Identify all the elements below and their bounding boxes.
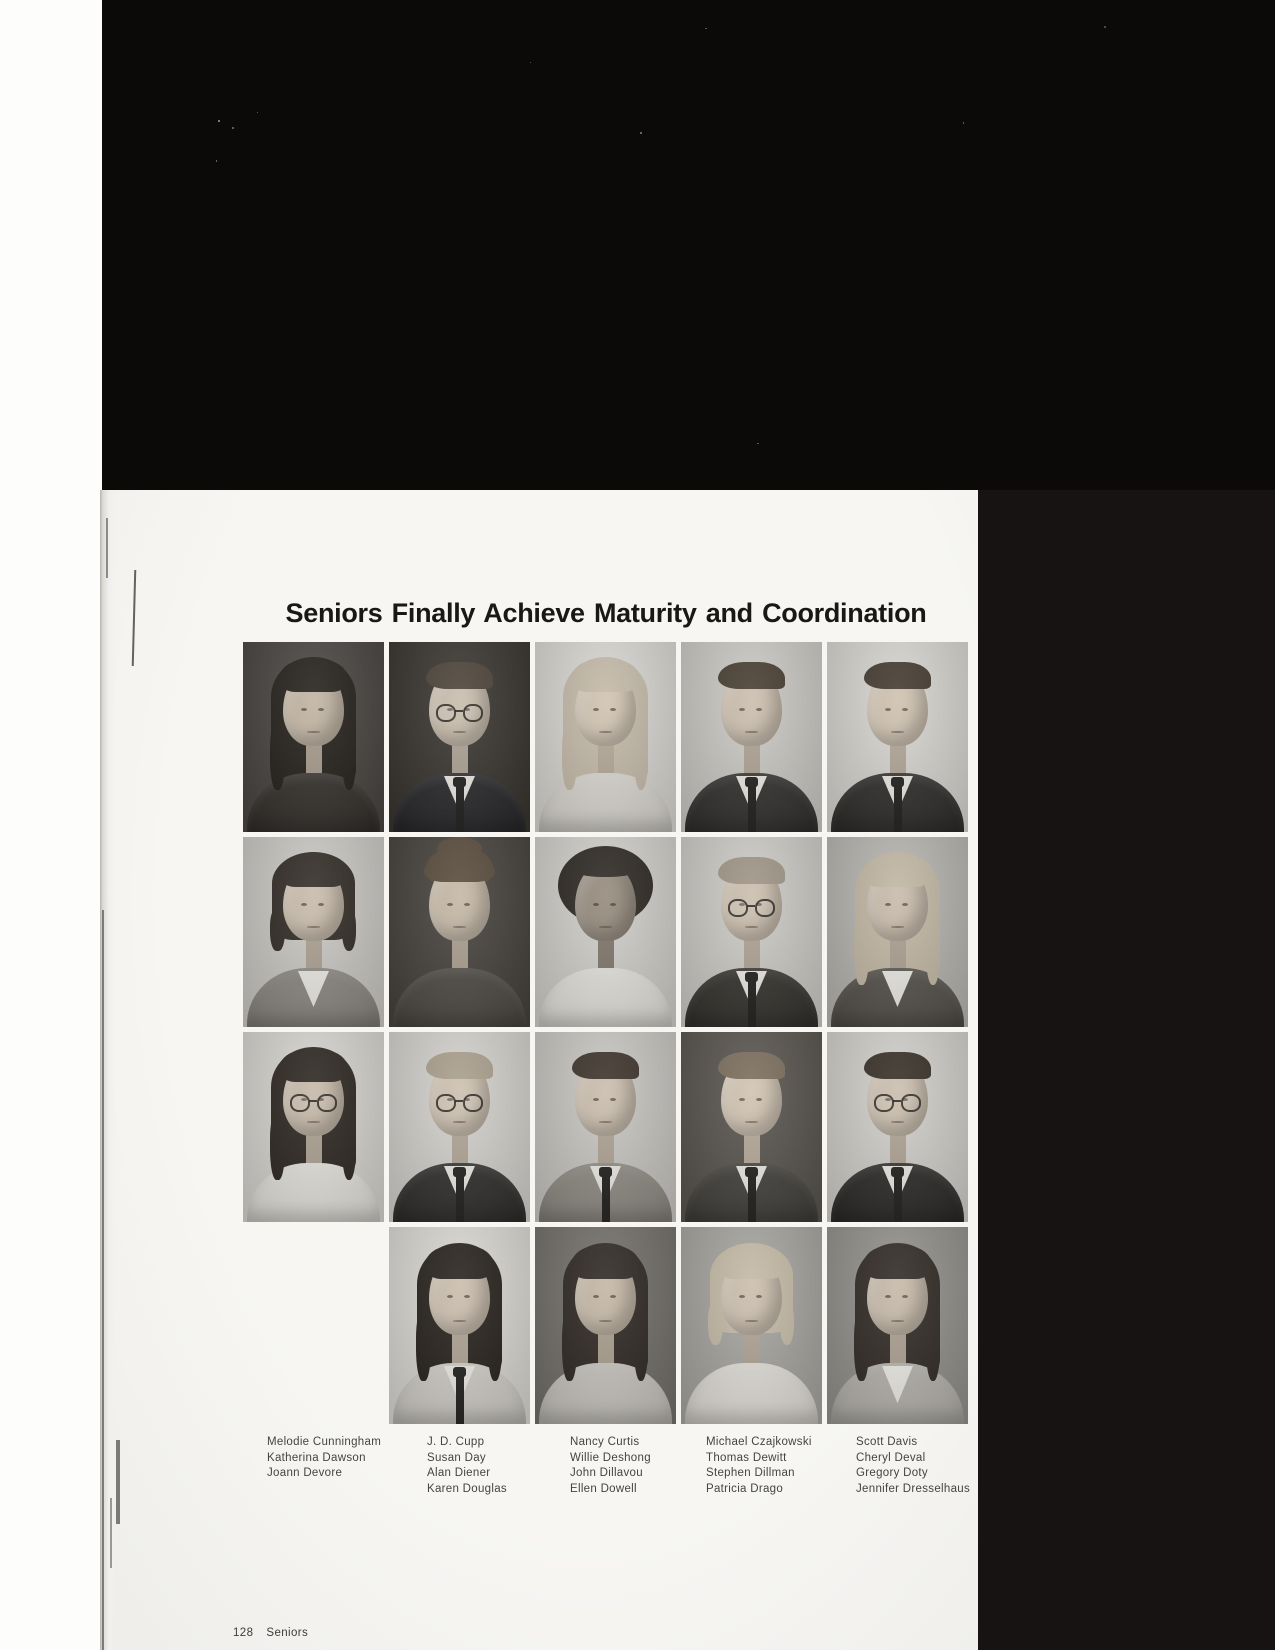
student-name: Gregory Doty [856, 1467, 928, 1479]
dust-speck [232, 127, 234, 129]
portrait-photo [535, 837, 676, 1027]
section-label: Seniors [266, 1627, 309, 1639]
student-name: J. D. Cupp [427, 1436, 485, 1448]
portrait-photo [827, 1032, 968, 1222]
dust-speck [705, 28, 707, 29]
dust-speck [640, 132, 642, 134]
dust-speck [216, 160, 217, 162]
name-list [100, 1435, 978, 1515]
photo-row [243, 642, 969, 832]
page-title: Seniors Finally Achieve Maturity and Coordination [285, 598, 927, 629]
photo-row [243, 837, 969, 1027]
student-name: Joann Devore [267, 1467, 343, 1479]
portrait-photo [389, 837, 530, 1027]
name-column [267, 1435, 427, 1482]
student-name: Alan Diener [427, 1467, 491, 1479]
dust-speck [963, 122, 964, 124]
portrait-photo [827, 837, 968, 1027]
dust-speck [757, 443, 759, 444]
portrait-photo [681, 642, 822, 832]
dust-speck [1104, 26, 1106, 28]
name-column [706, 1435, 866, 1497]
portrait-photo [681, 837, 822, 1027]
student-name: Karen Douglas [427, 1482, 507, 1495]
portrait-photo [827, 642, 968, 832]
student-name: Susan Day [427, 1451, 486, 1464]
page-number: 128 [233, 1627, 254, 1639]
portrait-photo [243, 837, 384, 1027]
name-column [427, 1435, 587, 1497]
dust-speck [257, 112, 258, 113]
photo-row [389, 1227, 969, 1424]
photo-row [243, 1032, 969, 1222]
name-column [856, 1435, 1016, 1497]
scan-background-top [102, 0, 1275, 490]
portrait-photo [535, 642, 676, 832]
portrait-photo [681, 1227, 822, 1424]
student-name: Willie Deshong [570, 1451, 651, 1464]
page-crease-line [132, 570, 137, 666]
portrait-photo [827, 1227, 968, 1424]
student-name: Jennifer Dresselhaus [856, 1482, 971, 1495]
portrait-photo [389, 642, 530, 832]
student-name: Nancy Curtis [570, 1436, 640, 1448]
yearbook-page [100, 490, 978, 1650]
portrait-photo [535, 1032, 676, 1222]
page-stack-edge [106, 518, 108, 578]
portrait-photo [243, 642, 384, 832]
student-name: Melodie Cunningham [267, 1436, 382, 1448]
portrait-photo [389, 1032, 530, 1222]
student-name: Katherina Dawson [267, 1451, 366, 1464]
portrait-photo [243, 1032, 384, 1222]
portrait-photo [535, 1227, 676, 1424]
student-name: Patricia Drago [706, 1482, 784, 1495]
portrait-photo [681, 1032, 822, 1222]
student-name: Stephen Dillman [706, 1467, 795, 1479]
dust-speck [218, 120, 220, 122]
student-name: Ellen Dowell [570, 1482, 637, 1495]
student-name: Scott Davis [856, 1436, 918, 1448]
student-name: Thomas Dewitt [706, 1451, 787, 1464]
portrait-photo [389, 1227, 530, 1424]
student-name: Michael Czajkowski [706, 1436, 812, 1448]
dust-speck [530, 62, 531, 63]
student-name: John Dillavou [570, 1467, 643, 1479]
student-name: Cheryl Deval [856, 1451, 926, 1464]
photo-grid [243, 642, 969, 1429]
page-stack-edge [102, 910, 104, 1650]
scan-background-right [978, 490, 1275, 1650]
page-footer [233, 1627, 308, 1639]
